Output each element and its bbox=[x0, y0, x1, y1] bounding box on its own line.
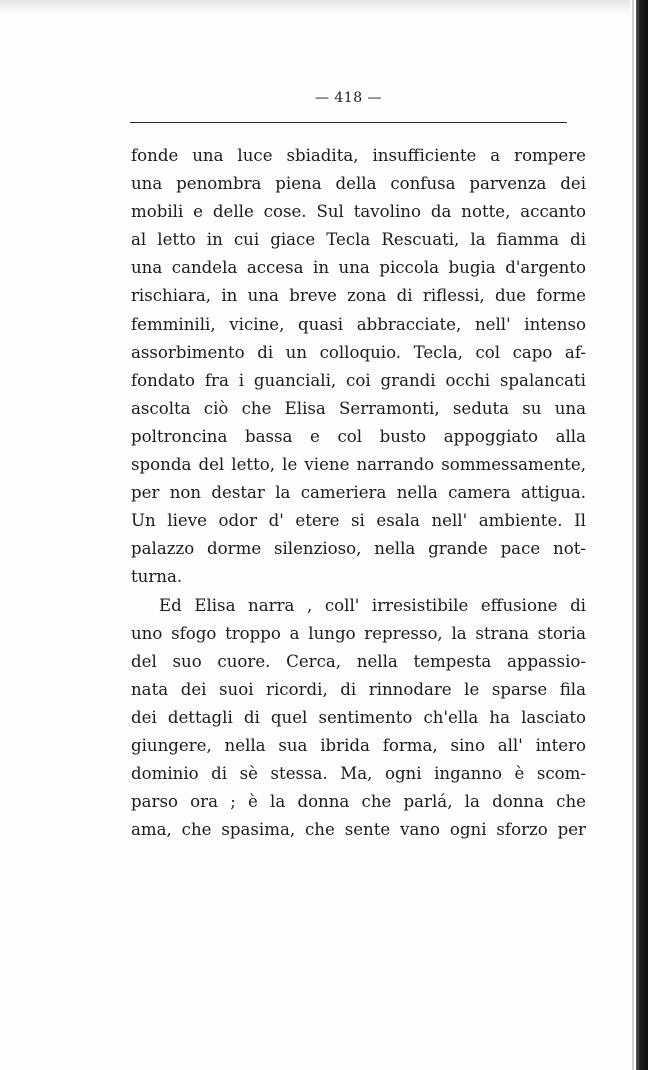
header-rule bbox=[130, 122, 567, 123]
text-line: dei dettagli di quel sentimento ch'ella ha lasciato bbox=[131, 707, 586, 727]
text-line: fondato fra i guanciali, coi grandi occhi spalancati bbox=[131, 370, 586, 390]
text-line: poltroncina bassa e col busto appoggiato alla bbox=[131, 426, 586, 446]
text-line: Ed Elisa narra , coll' irresistibile effusione di bbox=[159, 595, 586, 615]
page-top-edge bbox=[0, 0, 630, 14]
body-text bbox=[131, 142, 586, 844]
text-line: Un lieve odor d' etere si esala nell' ambiente. Il bbox=[131, 511, 586, 531]
text-line: al letto in cui giace Tecla Rescuati, la fiamma di bbox=[131, 230, 586, 250]
text-line: uno sfogo troppo a lungo represso, la strana storia bbox=[131, 623, 586, 643]
text-line: rischiara, in una breve zona di riflessi, due forme bbox=[131, 286, 586, 306]
text-line: turna. bbox=[131, 567, 183, 587]
text-line: dominio di sè stessa. Ma, ogni inganno è scom- bbox=[131, 764, 586, 784]
text-line: ascolta ciò che Elisa Serramonti, seduta su una bbox=[131, 398, 586, 418]
text-line: mobili e delle cose. Sul tavolino da notte, accanto bbox=[131, 202, 586, 222]
paragraph bbox=[131, 592, 586, 845]
text-line: per non destar la cameriera nella camera attigua. bbox=[131, 483, 586, 503]
text-line: fonde una luce sbiadita, insufficiente a rompere bbox=[131, 146, 586, 165]
text-line: una candela accesa in una piccola bugia d'argento bbox=[131, 258, 586, 278]
page-number: — 418 — bbox=[314, 90, 383, 106]
paragraph bbox=[131, 142, 586, 592]
text-line: del suo cuore. Cerca, nella tempesta appassio- bbox=[131, 651, 586, 671]
text-line: nata dei suoi ricordi, di rinnodare le sparse fila bbox=[131, 679, 586, 699]
text-line: sponda del letto, le viene narrando sommessamente, bbox=[131, 455, 586, 475]
text-line: giungere, nella sua ibrida forma, sino all' intero bbox=[131, 735, 586, 755]
book-binding-edge bbox=[636, 0, 648, 1070]
text-line: assorbimento di un colloquio. Tecla, col capo af- bbox=[131, 342, 586, 362]
text-line: parso ora ; è la donna che parlá, la donna che bbox=[131, 792, 586, 812]
text-line: ama, che spasima, che sente vano ogni sforzo per bbox=[131, 820, 586, 840]
text-line: femminili, vicine, quasi abbracciate, nell' intenso bbox=[131, 314, 586, 334]
page-fold-line bbox=[632, 0, 634, 1070]
text-line: una penombra piena della confusa parvenza dei bbox=[131, 174, 586, 194]
text-line: palazzo dorme silenzioso, nella grande pace not- bbox=[131, 539, 586, 559]
